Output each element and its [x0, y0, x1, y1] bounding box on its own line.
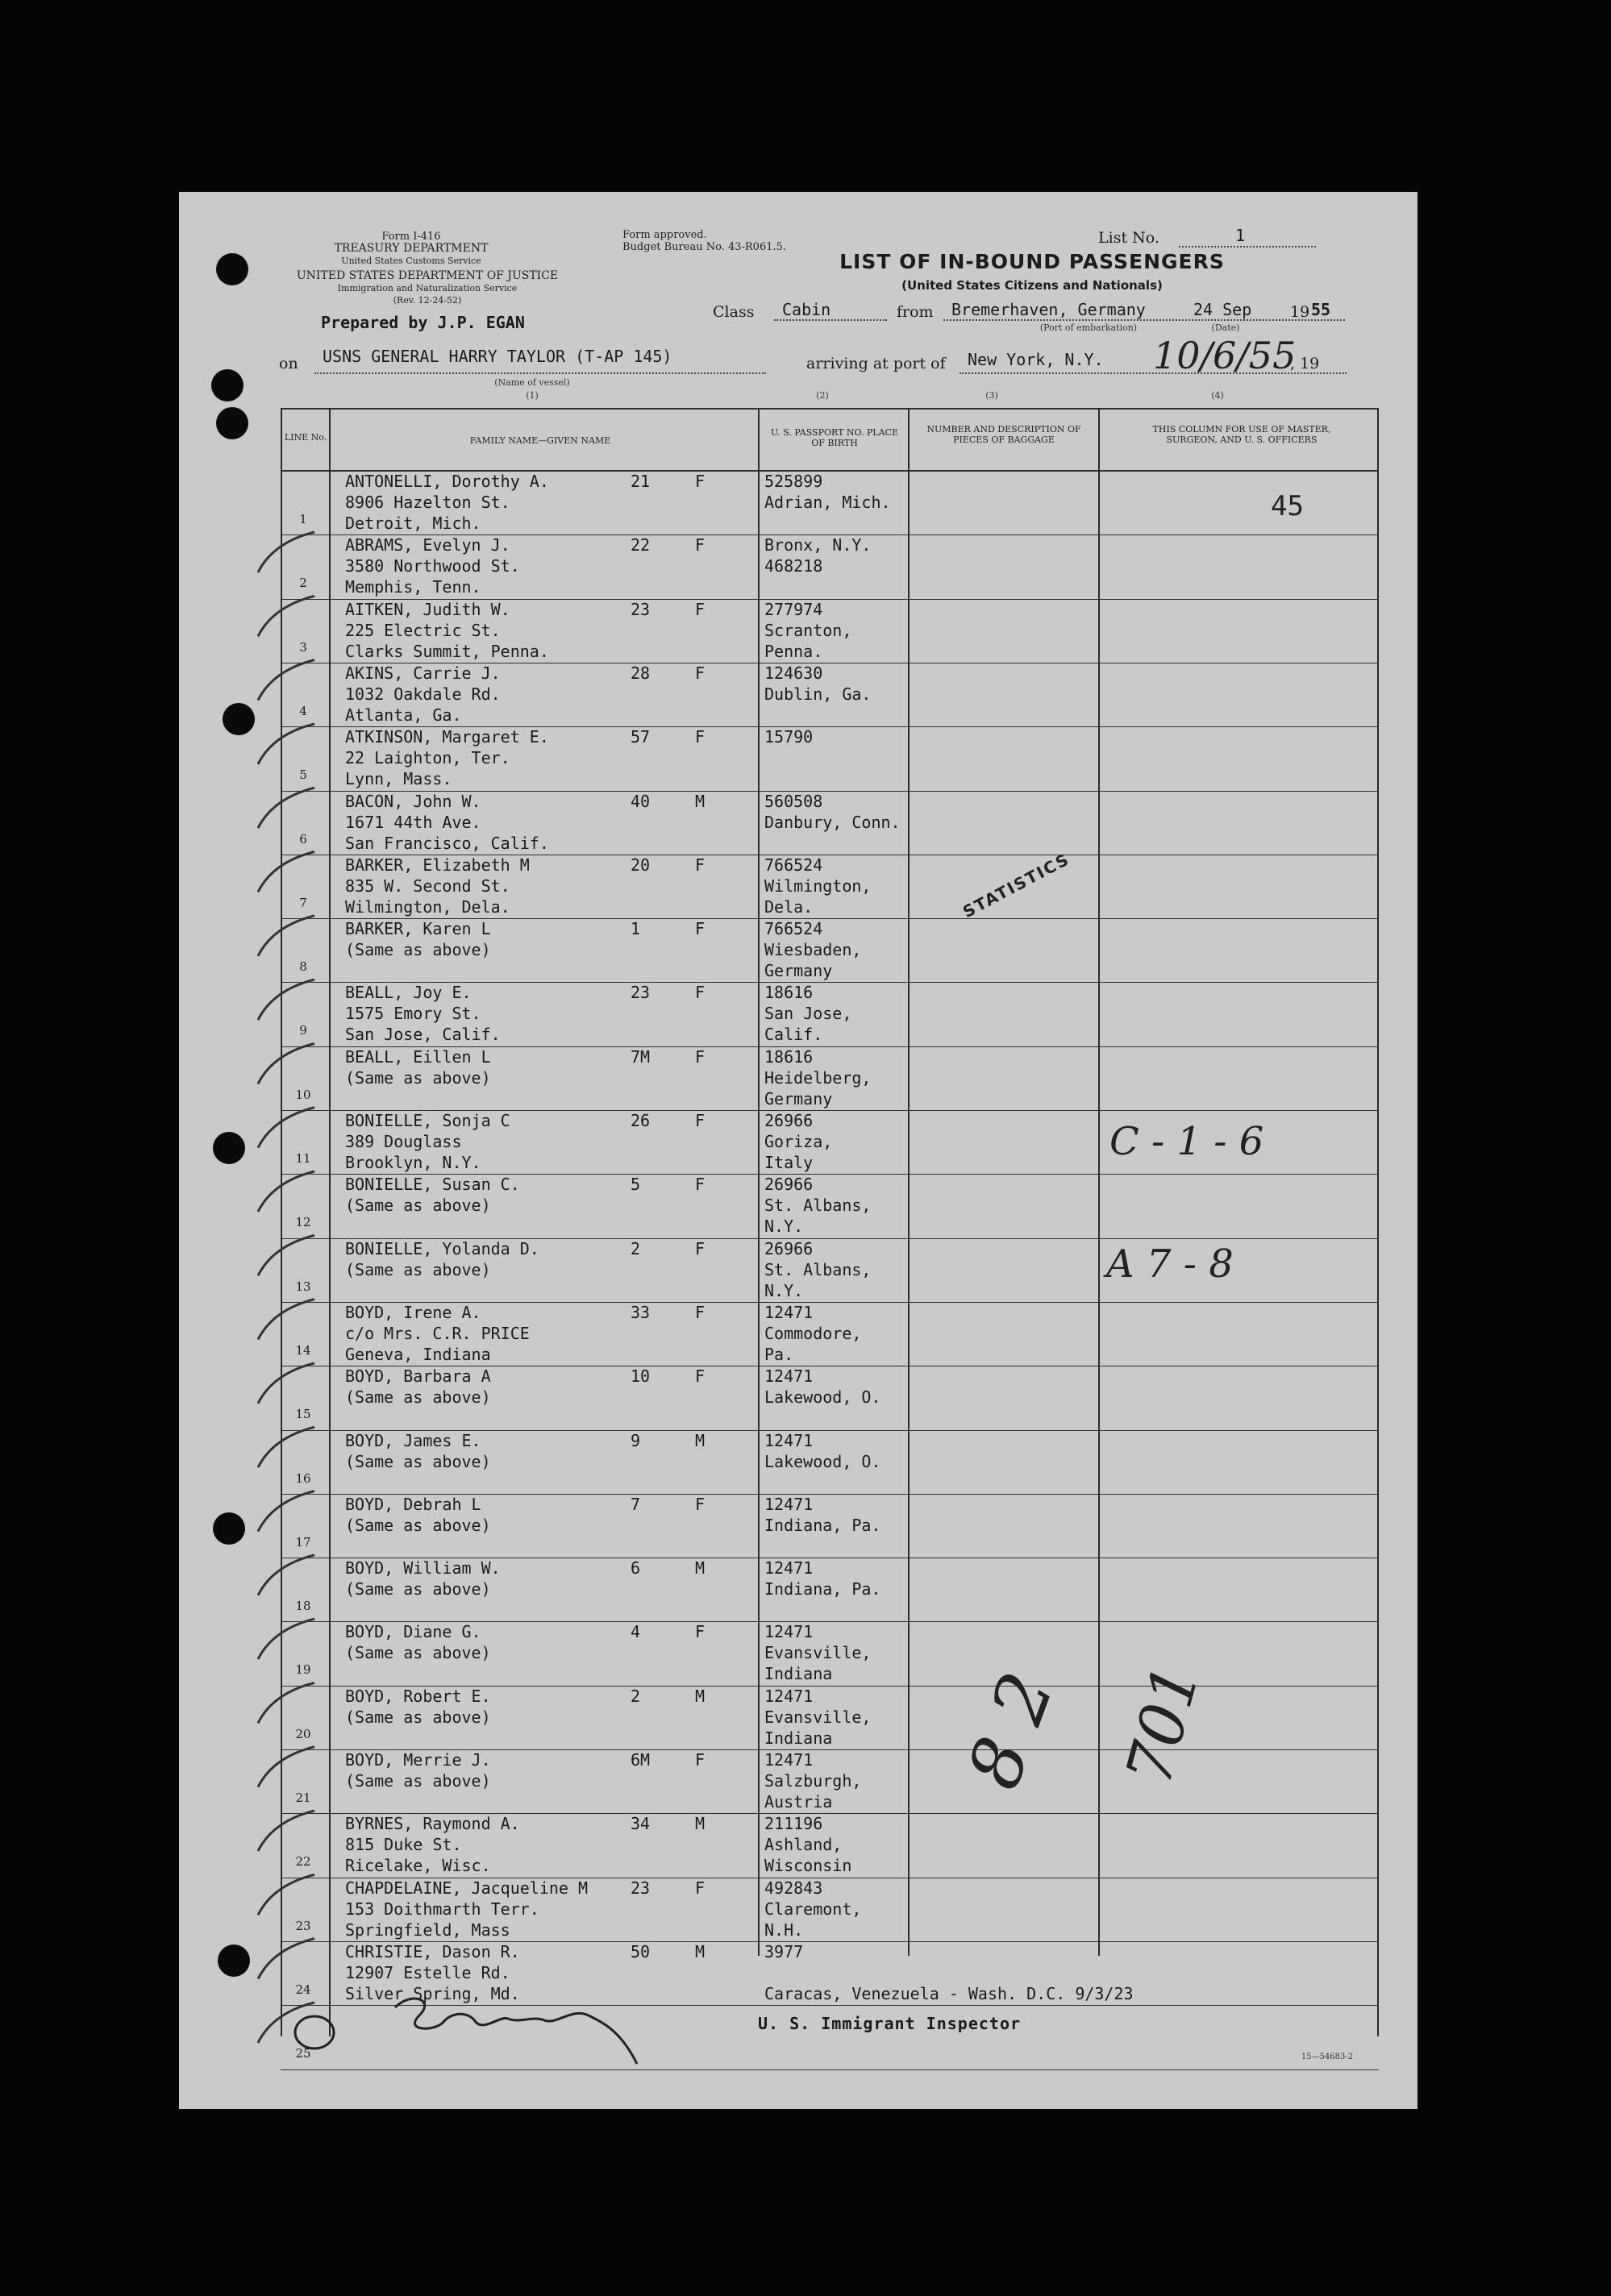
- passport-or-birthplace-2: Wiesbaden,: [764, 940, 862, 959]
- tick-mark: [258, 1171, 314, 1212]
- address-line-1: (Same as above): [345, 1387, 491, 1407]
- passport-or-birthplace-3: Wisconsin: [764, 1856, 852, 1875]
- page-subtitle: (United States Citizens and Nationals): [901, 278, 1163, 293]
- justice-block: [266, 270, 589, 306]
- address-line-1: (Same as above): [345, 1452, 491, 1471]
- sex: M: [695, 1942, 706, 1961]
- address-line-2: Clarks Summit, Penna.: [345, 642, 549, 661]
- line-number: 3: [299, 640, 307, 655]
- passport-or-birthplace-2: Indiana, Pa.: [764, 1516, 881, 1535]
- tick-mark: [258, 724, 314, 764]
- line-number: 6: [299, 832, 307, 847]
- line-number: 4: [299, 704, 307, 719]
- sex: F: [695, 1239, 706, 1258]
- age: 57: [631, 727, 651, 747]
- tick-mark: [258, 1747, 314, 1787]
- approval-block: [622, 229, 786, 253]
- address-line-1: 815 Duke St.: [345, 1835, 462, 1854]
- passport-or-birthplace-1: 492843: [764, 1878, 823, 1898]
- passenger-name: BOYD, Irene A.: [345, 1303, 481, 1322]
- passport-or-birthplace-2: Claremont,: [764, 1899, 862, 1919]
- sex: F: [695, 1878, 706, 1898]
- embark-port: Bremerhaven, Germany: [951, 300, 1146, 319]
- passport-or-birthplace-1: 26966: [764, 1239, 814, 1258]
- age: 9: [631, 1431, 641, 1450]
- age: 50: [631, 1942, 651, 1961]
- passport-or-birthplace-1: 525899: [764, 472, 823, 491]
- passenger-name: BYRNES, Raymond A.: [345, 1814, 520, 1833]
- age: 7M: [631, 1047, 651, 1067]
- address-line-2: Atlanta, Ga.: [345, 705, 462, 725]
- address-line-2: Silver Spring, Md.: [345, 1984, 520, 2003]
- list-no-value: 1: [1235, 226, 1246, 245]
- sex: F: [695, 1622, 706, 1641]
- passport-or-birthplace-1: 560508: [764, 792, 823, 811]
- passport-or-birthplace-3: Germany: [764, 1089, 833, 1108]
- passport-or-birthplace-2: St. Albans,: [764, 1260, 872, 1279]
- passport-or-birthplace-1: 26966: [764, 1111, 814, 1130]
- arriving-label: arriving at port of: [806, 355, 946, 372]
- age: 33: [631, 1303, 651, 1322]
- passport-or-birthplace-2: San Jose,: [764, 1004, 852, 1023]
- passport-or-birthplace-1: 12471: [764, 1687, 814, 1706]
- passport-or-birthplace-1: 12471: [764, 1558, 814, 1578]
- passport-or-birthplace-1: 18616: [764, 1047, 814, 1067]
- age: 23: [631, 1878, 651, 1898]
- address-line-1: 12907 Estelle Rd.: [345, 1963, 510, 1982]
- passport-or-birthplace-3: Indiana: [764, 1664, 833, 1683]
- line-number: 2: [299, 576, 307, 591]
- address-line-2: San Jose, Calif.: [345, 1025, 501, 1044]
- col-header-officers: THIS COLUMN FOR USE OF MASTER, SURGEON, AND U. S. OFFICERS: [1152, 424, 1331, 445]
- address-line-1: (Same as above): [345, 1643, 491, 1662]
- tick-mark: [258, 532, 314, 572]
- address-line-1: 153 Doithmarth Terr.: [345, 1899, 539, 1919]
- passenger-name: BOYD, Robert E.: [345, 1687, 491, 1706]
- passport-or-birthplace-2: Adrian, Mich.: [764, 493, 891, 512]
- passport-or-birthplace-1: 15790: [764, 727, 814, 747]
- passport-or-birthplace-1: 12471: [764, 1622, 814, 1641]
- passenger-name: BOYD, Debrah L: [345, 1495, 481, 1514]
- line-number: 13: [295, 1279, 311, 1295]
- age: 23: [631, 983, 651, 1002]
- from-line: [943, 319, 1345, 321]
- sex: F: [695, 1495, 706, 1514]
- age: 7: [631, 1495, 641, 1514]
- passport-or-birthplace-2: Evansville,: [764, 1643, 872, 1662]
- passport-or-birthplace-2: Dublin, Ga.: [764, 684, 872, 704]
- passport-or-birthplace-1: 12471: [764, 1431, 814, 1450]
- address-line-1: 1032 Oakdale Rd.: [345, 684, 501, 704]
- tick-mark: [258, 1619, 314, 1659]
- line-number: 14: [295, 1343, 311, 1358]
- line-number: 23: [295, 1919, 311, 1934]
- age: 34: [631, 1814, 651, 1833]
- age: 22: [631, 535, 651, 555]
- line-number: 8: [299, 959, 307, 975]
- line-number: 7: [299, 896, 307, 911]
- passenger-name: BOYD, William W.: [345, 1558, 501, 1578]
- address-line-2: Lynn, Mass.: [345, 769, 452, 788]
- caption-3: (3): [985, 390, 998, 401]
- address-line-1: (Same as above): [345, 1707, 491, 1727]
- arrival-line: [960, 372, 1347, 374]
- caption-1: (1): [526, 390, 539, 401]
- passport-or-birthplace-3: Caracas, Venezuela - Wash. D.C. 9/3/23: [764, 1984, 1134, 2003]
- tick-mark: [258, 916, 314, 956]
- line-number: 12: [295, 1215, 311, 1230]
- tick-mark: [258, 2003, 314, 2043]
- line-number: 16: [295, 1471, 311, 1487]
- line-number: 24: [295, 1982, 311, 1998]
- address-line-2: Springfield, Mass: [345, 1920, 510, 1940]
- tick-mark: [258, 660, 314, 701]
- address-line-1: 22 Laighton, Ter.: [345, 748, 510, 767]
- passenger-name: BEALL, Eillen L: [345, 1047, 491, 1067]
- sex: F: [695, 1047, 706, 1067]
- passport-or-birthplace-1: 211196: [764, 1814, 823, 1833]
- tick-mark: [258, 980, 314, 1020]
- sex: F: [695, 600, 706, 619]
- address-line-1: (Same as above): [345, 1260, 491, 1279]
- binder-hole: [216, 253, 248, 285]
- passport-or-birthplace-2: 468218: [764, 556, 823, 576]
- col-header-name: FAMILY NAME—GIVEN NAME: [469, 435, 611, 446]
- address-line-1: 389 Douglass: [345, 1132, 462, 1151]
- line-number: 15: [295, 1407, 311, 1422]
- passenger-name: ABRAMS, Evelyn J.: [345, 535, 510, 555]
- address-line-2: Memphis, Tenn.: [345, 577, 481, 597]
- passport-or-birthplace-3: N.H.: [764, 1920, 804, 1940]
- list-no-line: [1179, 246, 1316, 247]
- col-header-passport: U. S. PASSPORT NO. PLACE OF BIRTH: [770, 427, 899, 448]
- passport-or-birthplace-3: Indiana: [764, 1728, 833, 1748]
- annotation-701: 701: [1113, 1658, 1214, 1793]
- passport-or-birthplace-3: Austria: [764, 1792, 833, 1811]
- class-line: [774, 319, 887, 321]
- address-line-1: (Same as above): [345, 1196, 491, 1215]
- on-label: on: [279, 355, 298, 372]
- line-number: 18: [295, 1599, 311, 1614]
- sex: F: [695, 855, 706, 875]
- binder-hole: [216, 407, 248, 439]
- tick-mark: [258, 1363, 314, 1404]
- ins-name: Immigration and Naturalization Service: [337, 283, 518, 293]
- budget-bureau: Budget Bureau No. 43-R061.5.: [622, 241, 787, 253]
- passport-or-birthplace-2: Goriza,: [764, 1132, 833, 1151]
- passport-or-birthplace-3: Calif.: [764, 1025, 823, 1044]
- passport-or-birthplace-2: Ashland,: [764, 1835, 843, 1854]
- passport-or-birthplace-1: 12471: [764, 1495, 814, 1514]
- passport-or-birthplace-3: N.Y.: [764, 1217, 804, 1236]
- treasury-dept: TREASURY DEPARTMENT: [334, 242, 489, 255]
- col-header-line: LINE No.: [284, 432, 327, 443]
- class-value: Cabin: [782, 300, 831, 319]
- tick-mark: [258, 1043, 314, 1084]
- passport-or-birthplace-3: Germany: [764, 961, 833, 980]
- sex: M: [695, 1558, 706, 1578]
- passport-or-birthplace-1: 766524: [764, 855, 823, 875]
- passport-or-birthplace-1: Bronx, N.Y.: [764, 535, 872, 555]
- sex: F: [695, 663, 706, 683]
- line-number: 21: [295, 1791, 311, 1806]
- inspector-signature: [379, 1983, 669, 2080]
- passport-or-birthplace-2: Lakewood, O.: [764, 1387, 881, 1407]
- passport-or-birthplace-2: Salzburgh,: [764, 1771, 862, 1791]
- age: 28: [631, 663, 651, 683]
- age: 23: [631, 600, 651, 619]
- address-line-1: 3580 Northwood St.: [345, 556, 520, 576]
- embark-date: 24 Sep: [1193, 300, 1252, 319]
- address-line-1: 225 Electric St.: [345, 621, 501, 640]
- form-revision: (Rev. 12-24-52): [393, 295, 462, 306]
- caption-2: (2): [816, 390, 829, 401]
- address-line-1: (Same as above): [345, 1771, 491, 1791]
- passport-or-birthplace-1: 766524: [764, 919, 823, 938]
- sex: F: [695, 1175, 706, 1194]
- passenger-name: BARKER, Karen L: [345, 919, 491, 938]
- address-line-1: 835 W. Second St.: [345, 876, 510, 896]
- caption-4: (4): [1211, 390, 1224, 401]
- passport-or-birthplace-3: Penna.: [764, 642, 823, 661]
- passport-or-birthplace-2: Evansville,: [764, 1707, 872, 1727]
- passport-or-birthplace-3: Dela.: [764, 897, 814, 917]
- sex: M: [695, 1431, 706, 1450]
- passport-or-birthplace-2: Wilmington,: [764, 876, 872, 896]
- passenger-name: CHRISTIE, Dason R.: [345, 1942, 520, 1961]
- passport-or-birthplace-2: Lakewood, O.: [764, 1452, 881, 1471]
- arrival-port: New York, N.Y.: [968, 350, 1104, 369]
- vessel-caption: (Name of vessel): [494, 377, 570, 388]
- form-agency-block: [306, 231, 516, 267]
- age: 2: [631, 1239, 641, 1258]
- tick-mark: [258, 1108, 314, 1148]
- arrival-year: , 19: [1290, 355, 1320, 372]
- age: 6: [631, 1558, 641, 1578]
- tick-mark: [258, 1491, 314, 1532]
- vessel-name: USNS GENERAL HARRY TAYLOR (T-AP 145): [323, 347, 672, 366]
- count-mark: 45: [1271, 490, 1304, 522]
- print-code: 15—54683-2: [1301, 2053, 1354, 2061]
- passenger-name: ATKINSON, Margaret E.: [345, 727, 549, 747]
- passport-or-birthplace-2: Danbury, Conn.: [764, 813, 901, 832]
- line-number: 1: [299, 512, 307, 527]
- embark-caption: (Port of embarkation): [1039, 322, 1138, 333]
- address-line-2: Wilmington, Dela.: [345, 897, 510, 917]
- age: 40: [631, 792, 651, 811]
- justice-dept: UNITED STATES DEPARTMENT OF JUSTICE: [296, 269, 559, 282]
- address-line-1: (Same as above): [345, 1579, 491, 1599]
- address-line-1: 1575 Emory St.: [345, 1004, 481, 1023]
- passenger-name: AITKEN, Judith W.: [345, 600, 510, 619]
- line-number: 19: [295, 1662, 311, 1678]
- statistics-stamp: STATISTICS: [960, 849, 1073, 922]
- age: 2: [631, 1687, 641, 1706]
- passport-or-birthplace-2: Commodore,: [764, 1324, 862, 1343]
- age: 21: [631, 472, 651, 491]
- passenger-name: BOYD, Barbara A: [345, 1366, 491, 1386]
- passport-or-birthplace-3: N.Y.: [764, 1281, 804, 1300]
- class-label: Class: [713, 303, 755, 321]
- passenger-name: BACON, John W.: [345, 792, 481, 811]
- passenger-name: BEALL, Joy E.: [345, 983, 472, 1002]
- tick-mark: [258, 1300, 314, 1340]
- passenger-name: CHAPDELAINE, Jacqueline M: [345, 1878, 589, 1898]
- passenger-name: BOYD, James E.: [345, 1431, 481, 1450]
- year-suffix: 55: [1311, 300, 1331, 319]
- passenger-name: BARKER, Elizabeth M: [345, 855, 530, 875]
- address-line-1: (Same as above): [345, 1068, 491, 1088]
- address-line-2: Brooklyn, N.Y.: [345, 1153, 481, 1172]
- line-number: 11: [295, 1151, 311, 1167]
- list-no-label: List No.: [1098, 229, 1159, 247]
- date-caption: (Date): [1211, 322, 1240, 333]
- passport-or-birthplace-2: Heidelberg,: [764, 1068, 872, 1088]
- line-number: 25: [295, 2046, 311, 2061]
- customs-service: United States Customs Service: [341, 256, 481, 266]
- tick-mark: [258, 1939, 314, 1979]
- tick-mark: [258, 1427, 314, 1467]
- sex: M: [695, 1814, 706, 1833]
- annotation-82: 8 2: [951, 1662, 1071, 1799]
- sex: F: [695, 1366, 706, 1386]
- address-line-1: 8906 Hazelton St.: [345, 493, 510, 512]
- sex: F: [695, 983, 706, 1002]
- binder-hole: [211, 369, 244, 401]
- age: 1: [631, 919, 641, 938]
- passport-or-birthplace-2: St. Albans,: [764, 1196, 872, 1215]
- sex: M: [695, 1687, 706, 1706]
- tick-mark: [258, 1555, 314, 1595]
- passport-or-birthplace-1: 3977: [764, 1942, 804, 1961]
- sex: F: [695, 1111, 706, 1130]
- passenger-name: BONIELLE, Sonja C: [345, 1111, 510, 1130]
- vessel-line: [314, 372, 766, 374]
- sex: F: [695, 1303, 706, 1322]
- sex: M: [695, 792, 706, 811]
- form-approved: Form approved.: [622, 229, 707, 241]
- passport-or-birthplace-2: Scranton,: [764, 621, 852, 640]
- age: 4: [631, 1622, 641, 1641]
- address-line-2: Ricelake, Wisc.: [345, 1856, 491, 1875]
- passenger-name: BONIELLE, Susan C.: [345, 1175, 520, 1194]
- passport-or-birthplace-3: Italy: [764, 1153, 814, 1172]
- page-title: LIST OF IN-BOUND PASSENGERS: [839, 250, 1225, 273]
- passenger-name: AKINS, Carrie J.: [345, 663, 501, 683]
- address-line-1: c/o Mrs. C.R. PRICE: [345, 1324, 530, 1343]
- col-header-baggage: NUMBER AND DESCRIPTION OF PIECES OF BAGGAGE: [926, 424, 1081, 445]
- address-line-2: Detroit, Mich.: [345, 514, 481, 533]
- address-line-1: (Same as above): [345, 940, 491, 959]
- passport-or-birthplace-1: 124630: [764, 663, 823, 683]
- line-number: 9: [299, 1023, 307, 1038]
- prepared-by: Prepared by J.P. EGAN: [321, 313, 525, 332]
- tick-mark: [258, 1235, 314, 1275]
- age: 6M: [631, 1750, 651, 1770]
- passport-or-birthplace-2: Indiana, Pa.: [764, 1579, 881, 1599]
- line-number: 17: [295, 1535, 311, 1550]
- tick-mark: [258, 1682, 314, 1723]
- tick-mark: [258, 788, 314, 828]
- passenger-name: BOYD, Merrie J.: [345, 1750, 491, 1770]
- passport-or-birthplace-3: Pa.: [764, 1345, 794, 1364]
- tick-mark: [258, 596, 314, 636]
- tick-mark: [258, 1874, 314, 1915]
- address-line-2: San Francisco, Calif.: [345, 834, 549, 853]
- age: 10: [631, 1366, 651, 1386]
- line-number: 5: [299, 767, 307, 783]
- address-line-1: (Same as above): [345, 1516, 491, 1535]
- from-label: from: [897, 303, 934, 321]
- passport-or-birthplace-1: 12471: [764, 1750, 814, 1770]
- line-number: 10: [295, 1088, 311, 1103]
- passport-or-birthplace-1: 26966: [764, 1175, 814, 1194]
- year-prefix: 19: [1290, 303, 1310, 321]
- passport-or-birthplace-1: 12471: [764, 1303, 814, 1322]
- arrival-date: 10/6/55: [1153, 334, 1297, 377]
- passport-or-birthplace-1: 12471: [764, 1366, 814, 1386]
- line-number: 22: [295, 1854, 311, 1870]
- tick-mark: [258, 852, 314, 892]
- check-marks: [242, 516, 339, 2048]
- sex: F: [695, 535, 706, 555]
- address-line-2: Geneva, Indiana: [345, 1345, 491, 1364]
- annotation-a78: A 7 - 8: [1106, 1242, 1234, 1287]
- age: 20: [631, 855, 651, 875]
- tick-mark: [258, 1811, 314, 1851]
- annotation-c16: C - 1 - 6: [1109, 1119, 1264, 1164]
- sex: F: [695, 472, 706, 491]
- form-number: Form I-416: [381, 231, 441, 243]
- passport-or-birthplace-1: 277974: [764, 600, 823, 619]
- passport-or-birthplace-1: 18616: [764, 983, 814, 1002]
- address-line-1: 1671 44th Ave.: [345, 813, 481, 832]
- table-top-line: [281, 408, 1379, 410]
- age: 26: [631, 1111, 651, 1130]
- passenger-name: BOYD, Diane G.: [345, 1622, 481, 1641]
- passenger-name: BONIELLE, Yolanda D.: [345, 1239, 539, 1258]
- line-number: 20: [295, 1727, 311, 1742]
- passenger-name: ANTONELLI, Dorothy A.: [345, 472, 549, 491]
- inspector-stamp: U. S. Immigrant Inspector: [758, 2014, 1022, 2033]
- sex: F: [695, 919, 706, 938]
- sex: F: [695, 1750, 706, 1770]
- age: 5: [631, 1175, 641, 1194]
- sex: F: [695, 727, 706, 747]
